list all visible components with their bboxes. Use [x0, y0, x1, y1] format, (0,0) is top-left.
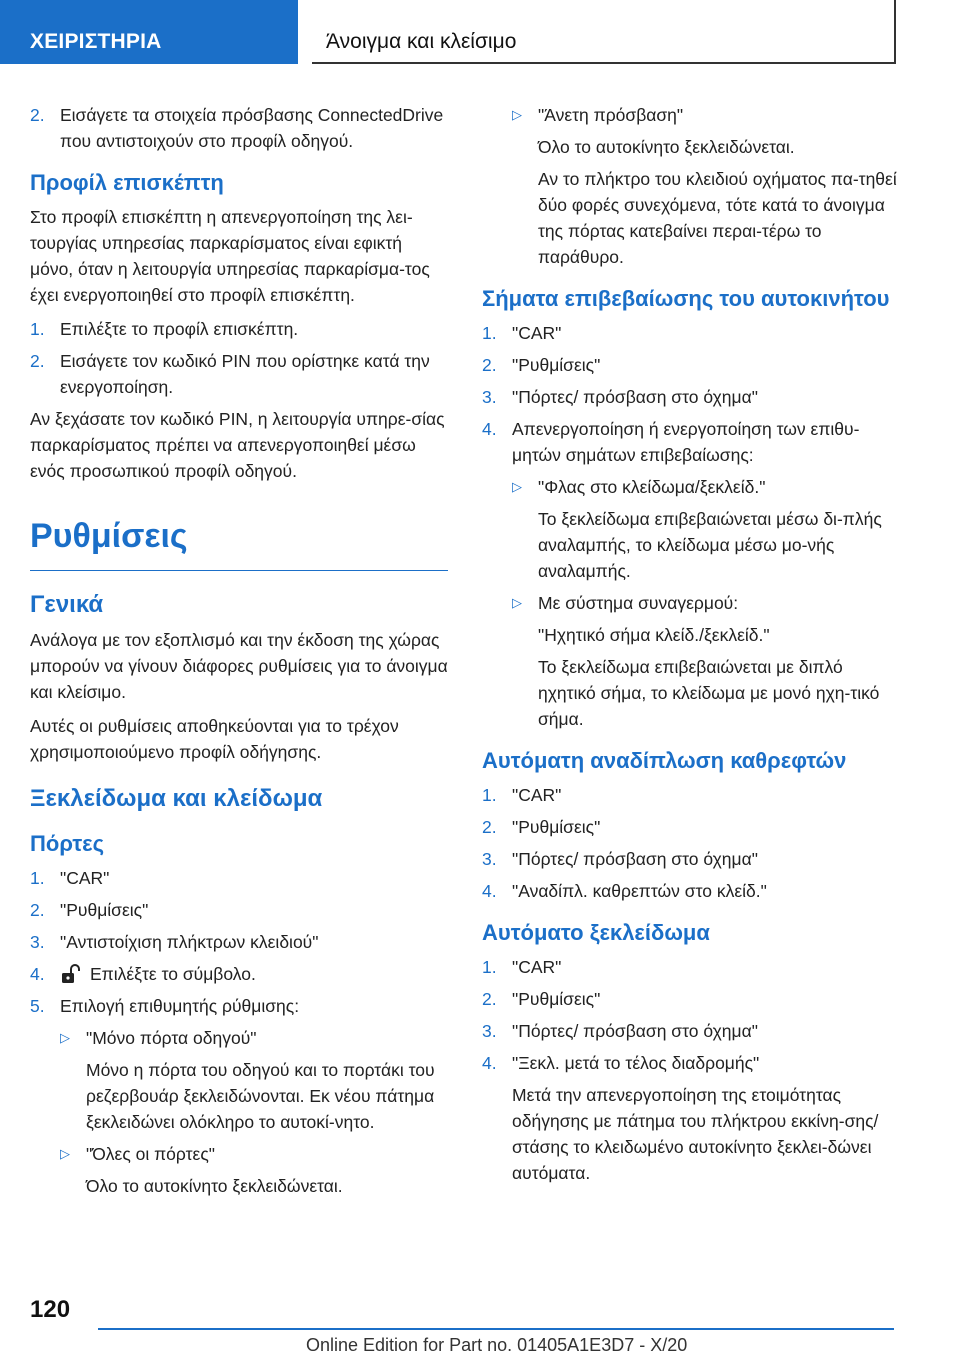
option-quote: "Ηχητικό σήμα κλείδ./ξεκλείδ."	[538, 625, 770, 645]
list-item	[482, 782, 902, 808]
option-description: Όλο το αυτοκίνητο ξεκλειδώνεται.	[538, 137, 795, 157]
step-number: 2.	[30, 105, 45, 125]
unlock-lock-heading: Ξεκλείδωμα και κλείδωμα	[30, 785, 323, 812]
section-tab: ΧΕΙΡΙΣΤΗΡΙΑ	[0, 0, 298, 64]
option-description: Το ξεκλείδωμα επιβεβαιώνεται με διπλό ηχητικό σήμα, το κλείδωμα με μονό ηχη-τικό σήμα.	[538, 657, 880, 729]
guest-profile-paragraph: Στο προφίλ επισκέπτη η απενεργοποίηση της λει-τουργίας υπηρεσίας παρκαρίσματος είναι εφικτή μόνο, όταν η λειτουργία υπηρεσίας παρκαρίσμα-τος έχει ενεργοποιηθεί στο προφίλ επισκέπτη.	[30, 207, 430, 305]
settings-title: Ρυθμίσεις	[30, 514, 448, 571]
list-item	[30, 102, 448, 154]
step-number: 4.	[482, 1053, 497, 1073]
step-number: 2.	[30, 900, 45, 920]
list-item	[30, 348, 448, 400]
step-number: 2.	[30, 351, 45, 371]
step-number: 2.	[482, 989, 497, 1009]
step-number: 1.	[482, 785, 497, 805]
step-number: 4.	[482, 419, 497, 439]
step-number: 3.	[30, 932, 45, 952]
step-text: "Ξεκλ. μετά το τέλος διαδρομής"	[512, 1053, 760, 1073]
step-text: "Ρυθμίσεις"	[512, 817, 601, 837]
option-description: Όλο το αυτοκίνητο ξεκλειδώνεται.	[86, 1176, 343, 1196]
step-text: Επιλέξτε το σύμβολο.	[90, 964, 256, 984]
list-item	[30, 993, 448, 1019]
step-text: "CAR"	[512, 323, 562, 343]
step-text: "Ρυθμίσεις"	[512, 989, 601, 1009]
triangle-bullet-icon: ▷	[512, 479, 522, 494]
list-item	[482, 954, 902, 980]
confirmation-signals-heading: Σήματα επιβεβαίωσης του αυτοκινήτου	[482, 286, 890, 311]
chapter-header	[312, 0, 896, 64]
auto-unlock-description: Μετά την απενεργοποίηση της ετοιμότητας οδήγησης με πάτημα του πλήκτρου εκκίνη-σης/στάσης το κλειδωμένο αυτοκίνητο ξεκλει-δώνει αυτόματα.	[512, 1085, 879, 1183]
step-number: 2.	[482, 355, 497, 375]
option-item	[482, 102, 902, 128]
step-number: 1.	[30, 319, 45, 339]
step-text: "Πόρτες/ πρόσβαση στο όχημα"	[512, 387, 758, 407]
right-column	[482, 102, 902, 1192]
page-header	[0, 0, 960, 64]
step-text: "Ρυθμίσεις"	[512, 355, 601, 375]
step-number: 1.	[30, 868, 45, 888]
triangle-bullet-icon: ▷	[60, 1146, 70, 1161]
option-item	[30, 1141, 448, 1167]
step-text: "Αντιστοίχιση πλήκτρων κλειδιού"	[60, 932, 319, 952]
list-item	[30, 961, 448, 987]
step-number: 3.	[482, 849, 497, 869]
triangle-bullet-icon: ▷	[60, 1030, 70, 1045]
list-item	[482, 878, 902, 904]
triangle-bullet-icon: ▷	[512, 107, 522, 122]
list-item	[482, 384, 902, 410]
list-item	[482, 1050, 902, 1076]
guest-profile-heading: Προφίλ επισκέπτη	[30, 170, 224, 195]
option-label: "Όλες οι πόρτες"	[86, 1144, 215, 1164]
list-item	[482, 846, 902, 872]
list-item	[482, 1018, 902, 1044]
list-item	[30, 316, 448, 342]
left-column	[30, 102, 448, 1205]
step-text: "Πόρτες/ πρόσβαση στο όχημα"	[512, 1021, 758, 1041]
option-description: Το ξεκλείδωμα επιβεβαιώνεται μέσω δι-πλής αναλαμπής, το κλείδωμα μέσω μο-νής αναλαμπής.	[538, 509, 882, 581]
step-text: "Ρυθμίσεις"	[60, 900, 149, 920]
auto-unlock-heading: Αυτόματο ξεκλείδωμα	[482, 920, 710, 945]
list-item	[30, 929, 448, 955]
step-text: "CAR"	[512, 957, 562, 977]
step-number: 5.	[30, 996, 45, 1016]
option-item	[30, 1025, 448, 1051]
step-text: "Αναδίπλ. καθρεπτών στο κλείδ."	[512, 881, 767, 901]
step-number: 1.	[482, 323, 497, 343]
option-label: "Φλας στο κλείδωμα/ξεκλείδ."	[538, 477, 766, 497]
option-item	[482, 590, 902, 616]
general-heading: Γενικά	[30, 591, 104, 618]
general-paragraph-2: Αυτές οι ρυθμίσεις αποθηκεύονται για το τρέχον χρησιμοποιούμενο προφίλ οδήγησης.	[30, 716, 399, 762]
step-text: Εισάγετε τον κωδικό PIN που ορίστηκε κατά την ενεργοποίηση.	[60, 351, 430, 397]
edition-text: Online Edition for Part no. 01405A1E3D7 - X/20	[306, 1335, 688, 1355]
page-number: 120	[30, 1296, 71, 1323]
step-text: "CAR"	[60, 868, 110, 888]
step-text: Επιλέξτε το προφίλ επισκέπτη.	[60, 319, 299, 339]
step-text: "CAR"	[512, 785, 562, 805]
list-item	[30, 897, 448, 923]
chapter-title: Άνοιγμα και κλείσιμο	[326, 30, 517, 53]
option-description: Αν το πλήκτρο του κλειδιού οχήματος πα-τηθεί δύο φορές συνεχόμενα, τότε κατά το άνοιγμα της πόρτας κατεβαίνει περαι-τέρω το παράθυρο.	[538, 169, 897, 267]
triangle-bullet-icon: ▷	[512, 595, 522, 610]
step-number: 4.	[482, 881, 497, 901]
step-text: Απενεργοποίηση ή ενεργοποίηση των επιθυ-μητών σημάτων επιβεβαίωσης:	[512, 419, 860, 465]
step-number: 1.	[482, 957, 497, 977]
step-text: "Πόρτες/ πρόσβαση στο όχημα"	[512, 849, 758, 869]
list-item	[482, 320, 902, 346]
option-item	[482, 474, 902, 500]
guest-profile-note: Αν ξεχάσατε τον κωδικό PIN, η λειτουργία υπηρε-σίας παρκαρίσματος πρέπει να απενεργοποιηθεί μέσω ενός προσωπικού προφίλ οδηγού.	[30, 409, 445, 481]
list-item	[482, 352, 902, 378]
step-number: 4.	[30, 964, 45, 984]
list-item	[482, 416, 902, 468]
step-number: 3.	[482, 387, 497, 407]
option-label: "Άνετη πρόσβαση"	[538, 105, 684, 125]
list-item	[482, 986, 902, 1012]
doors-heading: Πόρτες	[30, 831, 105, 856]
option-description: Μόνο η πόρτα του οδηγού και το πορτάκι του ρεζερβουάρ ξεκλειδώνονται. Εκ νέου πάτημα ξεκλειδώνει ολόκληρο το αυτοκί-νητο.	[86, 1060, 435, 1132]
list-item	[482, 814, 902, 840]
lock-icon	[60, 964, 82, 984]
step-text: Εισάγετε τα στοιχεία πρόσβασης ConnectedDrive που αντιστοιχούν στο προφίλ οδηγού.	[60, 105, 444, 151]
option-label: Με σύστημα συναγερμού:	[538, 593, 739, 613]
mirror-folding-heading: Αυτόματη αναδίπλωση καθρεφτών	[482, 748, 847, 773]
option-label: "Μόνο πόρτα οδηγού"	[86, 1028, 257, 1048]
general-paragraph-1: Ανάλογα με τον εξοπλισμό και την έκδοση της χώρας μπορούν να γίνουν διάφορες ρυθμίσεις για το άνοιγμα και κλείσιμο.	[30, 630, 448, 702]
step-number: 2.	[482, 817, 497, 837]
footer-divider	[98, 1328, 894, 1330]
step-number: 3.	[482, 1021, 497, 1041]
step-text: Επιλογή επιθυμητής ρύθμισης:	[60, 996, 300, 1016]
list-item	[30, 865, 448, 891]
